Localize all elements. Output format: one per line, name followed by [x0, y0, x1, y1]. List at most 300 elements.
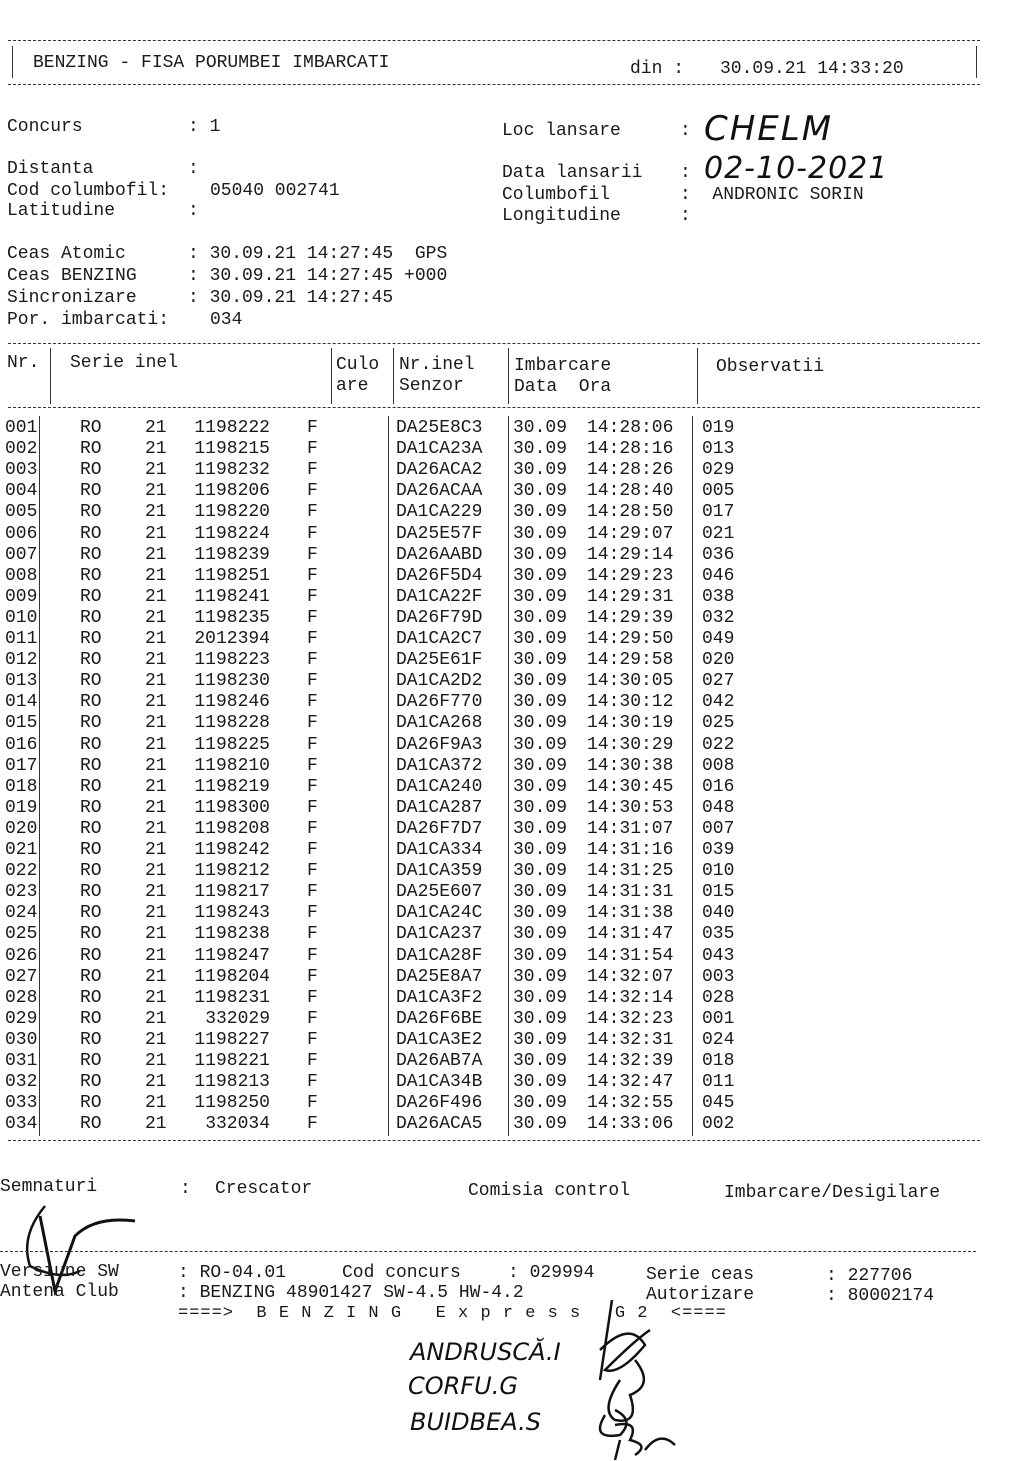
- cell-inel: 1198247: [194, 945, 270, 966]
- col-header-serie: Serie inel: [70, 353, 179, 373]
- cell-inel: 1198227: [194, 1029, 270, 1050]
- cell-sex: F: [307, 861, 318, 882]
- col-sep: [393, 348, 394, 404]
- cell-inel: 1198221: [194, 1051, 270, 1071]
- cell-ora: 14:31:16: [587, 840, 674, 860]
- cell-sex: F: [307, 1072, 318, 1093]
- cell-obs: 019: [702, 418, 735, 438]
- table-row: [0, 840, 1024, 861]
- cell-ora: 14:32:47: [587, 1072, 674, 1093]
- cell-inel: 1198235: [194, 607, 270, 628]
- cell-inel: 1198219: [194, 776, 270, 797]
- cell-tara: RO: [80, 418, 102, 438]
- cell-nr: 028: [5, 987, 38, 1008]
- cell-an: 21: [145, 1029, 167, 1050]
- cell-ora: 14:32:07: [587, 966, 674, 987]
- table-row: [0, 566, 1024, 587]
- cell-an: 21: [145, 523, 167, 544]
- semnaturi-sep: :: [180, 1179, 191, 1199]
- cell-data: 30.09: [513, 565, 568, 586]
- cell-ora: 14:29:31: [587, 586, 674, 607]
- cell-nr: 004: [5, 481, 38, 502]
- cell-obs: 046: [702, 565, 735, 586]
- cell-nr: 013: [5, 671, 38, 692]
- cell-nr: 019: [5, 797, 38, 818]
- cell-obs: 022: [702, 734, 735, 755]
- cell-data: 30.09: [513, 586, 568, 607]
- cell-ora: 14:29:07: [587, 523, 674, 544]
- cell-tara: RO: [80, 818, 102, 839]
- table-row: [0, 756, 1024, 777]
- cell-senzor: DA26ACAA: [396, 481, 483, 502]
- cell-nr: 031: [5, 1051, 38, 1071]
- cell-sex: F: [307, 1114, 318, 1135]
- table-row: [0, 1093, 1024, 1114]
- cell-sex: F: [307, 586, 318, 607]
- cell-inel: 1198231: [194, 987, 270, 1008]
- cell-an: 21: [145, 586, 167, 607]
- cell-tara: RO: [80, 1093, 102, 1114]
- cell-tara: RO: [80, 797, 102, 818]
- cell-ora: 14:32:23: [587, 1008, 674, 1029]
- cell-obs: 007: [702, 818, 735, 839]
- cell-senzor: DA1CA240: [396, 776, 483, 797]
- cell-data: 30.09: [513, 797, 568, 818]
- cell-inel: 1198300: [194, 797, 270, 818]
- cell-nr: 018: [5, 776, 38, 797]
- cell-sex: F: [307, 882, 318, 903]
- table-row: [0, 524, 1024, 545]
- cell-an: 21: [145, 671, 167, 692]
- cell-nr: 003: [5, 460, 38, 481]
- comisia-label: Comisia control: [468, 1181, 631, 1201]
- cell-inel: 1198224: [194, 523, 270, 544]
- latitudine-value: :: [188, 201, 199, 221]
- cell-an: 21: [145, 966, 167, 987]
- cell-data: 30.09: [513, 882, 568, 903]
- col-header-nrinel: Nr.inel: [399, 355, 475, 375]
- cell-nr: 015: [5, 713, 38, 734]
- cell-nr: 026: [5, 945, 38, 966]
- cell-ora: 14:32:31: [587, 1029, 674, 1050]
- cell-tara: RO: [80, 987, 102, 1008]
- cell-data: 30.09: [513, 481, 568, 502]
- table-row: [0, 882, 1024, 903]
- cell-obs: 045: [702, 1093, 735, 1114]
- cell-an: 21: [145, 460, 167, 481]
- cell-data: 30.09: [513, 607, 568, 628]
- table-bottom-border: [8, 1140, 980, 1141]
- cell-senzor: DA1CA34B: [396, 1072, 483, 1093]
- longitudine-value: :: [680, 206, 691, 226]
- cell-ora: 14:31:25: [587, 861, 674, 882]
- semnaturi-label: Semnaturi: [0, 1177, 98, 1197]
- loc-value: CHELM: [704, 109, 834, 149]
- cell-tara: RO: [80, 1072, 102, 1093]
- cell-tara: RO: [80, 713, 102, 734]
- cell-ora: 14:30:19: [587, 713, 674, 734]
- cell-senzor: DA26F770: [396, 692, 483, 713]
- concurs-value: : 1: [188, 117, 221, 137]
- cell-nr: 002: [5, 439, 38, 460]
- table-row: [0, 946, 1024, 967]
- cell-an: 21: [145, 861, 167, 882]
- cell-obs: 048: [702, 797, 735, 818]
- col-header-data-ora: Data Ora: [514, 377, 612, 397]
- cell-an: 21: [145, 945, 167, 966]
- cell-sex: F: [307, 502, 318, 523]
- cell-obs: 021: [702, 523, 735, 544]
- cell-obs: 025: [702, 713, 735, 734]
- cell-nr: 017: [5, 755, 38, 776]
- cell-data: 30.09: [513, 713, 568, 734]
- cell-sex: F: [307, 987, 318, 1008]
- cell-data: 30.09: [513, 460, 568, 481]
- cell-ora: 14:29:23: [587, 565, 674, 586]
- cell-sex: F: [307, 607, 318, 628]
- cell-senzor: DA26F496: [396, 1093, 483, 1114]
- cell-obs: 018: [702, 1051, 735, 1071]
- cell-nr: 014: [5, 692, 38, 713]
- cell-ora: 14:33:06: [587, 1114, 674, 1135]
- cell-ora: 14:29:50: [587, 629, 674, 649]
- cell-obs: 043: [702, 945, 735, 966]
- cell-ora: 14:29:39: [587, 607, 674, 628]
- cell-tara: RO: [80, 544, 102, 565]
- versiune-value: : RO-04.01: [178, 1263, 287, 1283]
- cell-obs: 035: [702, 924, 735, 945]
- cell-an: 21: [145, 692, 167, 713]
- cell-data: 30.09: [513, 544, 568, 565]
- cell-tara: RO: [80, 692, 102, 713]
- col-header-nr: Nr.: [7, 353, 40, 373]
- table-row: [0, 819, 1024, 840]
- cell-an: 21: [145, 1072, 167, 1093]
- cell-senzor: DA1CA3F2: [396, 987, 483, 1008]
- cell-nr: 021: [5, 840, 38, 860]
- table-row: [0, 460, 1024, 481]
- table-row: [0, 1072, 1024, 1093]
- por-imbarcati-label: Por. imbarcati:: [7, 310, 170, 330]
- cell-senzor: DA26AB7A: [396, 1051, 483, 1071]
- cell-sex: F: [307, 924, 318, 945]
- cell-nr: 020: [5, 818, 38, 839]
- cell-obs: 016: [702, 776, 735, 797]
- cell-an: 21: [145, 418, 167, 438]
- cell-obs: 042: [702, 692, 735, 713]
- cell-senzor: DA26F6BE: [396, 1008, 483, 1029]
- cell-data: 30.09: [513, 418, 568, 438]
- cell-obs: 011: [702, 1072, 735, 1093]
- cell-ora: 14:30:29: [587, 734, 674, 755]
- col-header-are: are: [336, 376, 369, 396]
- din-label: din :: [630, 59, 685, 79]
- cell-nr: 025: [5, 924, 38, 945]
- cell-ora: 14:32:14: [587, 987, 674, 1008]
- table-top-border: [8, 343, 980, 344]
- cell-tara: RO: [80, 945, 102, 966]
- page-title: BENZING - FISA PORUMBEI IMBARCATI: [33, 53, 390, 73]
- cell-obs: 003: [702, 966, 735, 987]
- antena-value: : BENZING 48901427 SW-4.5 HW-4.2: [178, 1283, 524, 1303]
- cell-an: 21: [145, 1114, 167, 1135]
- autorizare-label: Autorizare: [646, 1285, 755, 1305]
- cell-an: 21: [145, 987, 167, 1008]
- cell-tara: RO: [80, 1008, 102, 1029]
- cell-sex: F: [307, 1051, 318, 1071]
- cell-obs: 010: [702, 861, 735, 882]
- cell-sex: F: [307, 734, 318, 755]
- cell-obs: 015: [702, 882, 735, 903]
- versiune-label: Versiune SW: [0, 1262, 119, 1282]
- cell-sex: F: [307, 481, 318, 502]
- loc-label: Loc lansare: [502, 121, 621, 141]
- cell-obs: 008: [702, 755, 735, 776]
- cell-inel: 1198243: [194, 903, 270, 924]
- imbarcare-desigilare-label: Imbarcare/Desigilare: [724, 1183, 941, 1203]
- cell-nr: 034: [5, 1114, 38, 1135]
- cell-tara: RO: [80, 671, 102, 692]
- cell-data: 30.09: [513, 1051, 568, 1071]
- cell-sex: F: [307, 1029, 318, 1050]
- col-header-imbarcare: Imbarcare: [514, 356, 612, 376]
- cell-data: 30.09: [513, 1093, 568, 1114]
- cell-obs: 029: [702, 460, 735, 481]
- cell-ora: 14:30:12: [587, 692, 674, 713]
- cell-senzor: DA25E57F: [396, 523, 483, 544]
- cell-sex: F: [307, 776, 318, 797]
- handwritten-name-2: CORFU.G: [408, 1372, 518, 1400]
- cell-ora: 14:32:55: [587, 1093, 674, 1114]
- cell-tara: RO: [80, 924, 102, 945]
- cell-inel: 1198241: [194, 586, 270, 607]
- table-row: [0, 988, 1024, 1009]
- cell-obs: 001: [702, 1008, 735, 1029]
- cell-ora: 14:30:05: [587, 671, 674, 692]
- table-row: [0, 1051, 1024, 1072]
- cell-inel: 1198220: [194, 502, 270, 523]
- cell-sex: F: [307, 818, 318, 839]
- cell-ora: 14:28:06: [587, 418, 674, 438]
- cell-tara: RO: [80, 882, 102, 903]
- cell-tara: RO: [80, 840, 102, 860]
- cell-ora: 14:29:58: [587, 650, 674, 671]
- footer-divider: [0, 1251, 976, 1252]
- cell-senzor: DA1CA359: [396, 861, 483, 882]
- cell-ora: 14:31:38: [587, 903, 674, 924]
- cell-inel: 1198246: [194, 692, 270, 713]
- cell-obs: 017: [702, 502, 735, 523]
- cell-inel: 1198238: [194, 924, 270, 945]
- cell-tara: RO: [80, 439, 102, 460]
- cell-inel: 1198217: [194, 882, 270, 903]
- cell-an: 21: [145, 797, 167, 818]
- cell-nr: 006: [5, 523, 38, 544]
- cell-senzor: DA26F9A3: [396, 734, 483, 755]
- data-lansarii-label: Data lansarii: [502, 163, 643, 183]
- cell-senzor: DA1CA24C: [396, 903, 483, 924]
- cell-tara: RO: [80, 776, 102, 797]
- cell-inel: 1198212: [194, 861, 270, 882]
- table-row: [0, 650, 1024, 671]
- table-row: [0, 967, 1024, 988]
- cell-inel: 1198223: [194, 650, 270, 671]
- cell-data: 30.09: [513, 924, 568, 945]
- sincronizare-label: Sincronizare: [7, 288, 137, 308]
- cell-senzor: DA1CA334: [396, 840, 483, 860]
- cell-nr: 029: [5, 1008, 38, 1029]
- cell-an: 21: [145, 650, 167, 671]
- cell-nr: 027: [5, 966, 38, 987]
- cell-tara: RO: [80, 650, 102, 671]
- cell-inel: 1198210: [194, 755, 270, 776]
- cell-inel: 332029: [205, 1008, 270, 1029]
- table-row: [0, 545, 1024, 566]
- cell-senzor: DA1CA268: [396, 713, 483, 734]
- cell-ora: 14:30:45: [587, 776, 674, 797]
- concurs-label: Concurs: [7, 117, 83, 137]
- cell-tara: RO: [80, 607, 102, 628]
- cell-nr: 023: [5, 882, 38, 903]
- cell-senzor: DA26F79D: [396, 607, 483, 628]
- cell-sex: F: [307, 418, 318, 438]
- cell-an: 21: [145, 629, 167, 649]
- cell-an: 21: [145, 481, 167, 502]
- cell-senzor: DA25E61F: [396, 650, 483, 671]
- ceas-atomic-label: Ceas Atomic: [7, 244, 126, 264]
- table-row: [0, 671, 1024, 692]
- cell-nr: 011: [5, 629, 38, 649]
- cell-an: 21: [145, 776, 167, 797]
- cell-an: 21: [145, 544, 167, 565]
- cell-nr: 001: [5, 418, 38, 438]
- cell-senzor: DA26ACA2: [396, 460, 483, 481]
- col-header-senzor: Senzor: [399, 376, 464, 396]
- cell-obs: 038: [702, 586, 735, 607]
- cell-senzor: DA1CA237: [396, 924, 483, 945]
- table-row: [0, 418, 1024, 439]
- cell-nr: 012: [5, 650, 38, 671]
- table-row: [0, 1114, 1024, 1135]
- cell-inel: 1198206: [194, 481, 270, 502]
- cell-obs: 024: [702, 1029, 735, 1050]
- cell-obs: 005: [702, 481, 735, 502]
- latitudine-label: Latitudine: [7, 201, 116, 221]
- table-row: [0, 713, 1024, 734]
- cell-senzor: DA26F7D7: [396, 818, 483, 839]
- cell-senzor: DA1CA2D2: [396, 671, 483, 692]
- cell-nr: 016: [5, 734, 38, 755]
- cell-an: 21: [145, 903, 167, 924]
- cell-inel: 1198250: [194, 1093, 270, 1114]
- handwritten-name-3: BUIDBEA.S: [410, 1408, 541, 1436]
- table-row: [0, 798, 1024, 819]
- cell-data: 30.09: [513, 734, 568, 755]
- cell-ora: 14:29:14: [587, 544, 674, 565]
- cell-an: 21: [145, 818, 167, 839]
- cell-senzor: DA1CA3E2: [396, 1029, 483, 1050]
- cell-an: 21: [145, 1051, 167, 1071]
- cell-data: 30.09: [513, 903, 568, 924]
- cell-tara: RO: [80, 629, 102, 649]
- cell-inel: 1198232: [194, 460, 270, 481]
- cell-ora: 14:31:07: [587, 818, 674, 839]
- cell-an: 21: [145, 755, 167, 776]
- cell-sex: F: [307, 966, 318, 987]
- table-row: [0, 1030, 1024, 1051]
- sincronizare-value: : 30.09.21 14:27:45: [188, 288, 394, 308]
- cell-sex: F: [307, 903, 318, 924]
- cell-an: 21: [145, 1008, 167, 1029]
- cell-data: 30.09: [513, 650, 568, 671]
- cod-concurs-value: : 029994: [508, 1263, 595, 1283]
- table-row: [0, 502, 1024, 523]
- cell-tara: RO: [80, 523, 102, 544]
- cell-an: 21: [145, 882, 167, 903]
- cell-inel: 1198239: [194, 544, 270, 565]
- data-lansarii-value: 02-10-2021: [704, 151, 889, 186]
- cell-ora: 14:28:16: [587, 439, 674, 460]
- cell-sex: F: [307, 629, 318, 649]
- cell-obs: 027: [702, 671, 735, 692]
- cell-inel: 1198251: [194, 565, 270, 586]
- cell-senzor: DA1CA372: [396, 755, 483, 776]
- cod-concurs-label: Cod concurs: [342, 1263, 461, 1283]
- benzing-express-line: ====> B E N Z I N G E x p r e s s G 2 <====: [178, 1304, 727, 1323]
- cell-an: 21: [145, 607, 167, 628]
- cell-data: 30.09: [513, 987, 568, 1008]
- din-value: 30.09.21 14:33:20: [720, 59, 904, 79]
- cell-senzor: DA26F5D4: [396, 565, 483, 586]
- cell-data: 30.09: [513, 502, 568, 523]
- cell-ora: 14:32:39: [587, 1051, 674, 1071]
- columbofil-value: : ANDRONIC SORIN: [680, 185, 864, 205]
- cell-an: 21: [145, 1093, 167, 1114]
- cell-tara: RO: [80, 1029, 102, 1050]
- serie-ceas-value: : 227706: [826, 1266, 913, 1286]
- data-lansarii-sep: :: [680, 163, 691, 183]
- cell-tara: RO: [80, 586, 102, 607]
- cell-inel: 1198230: [194, 671, 270, 692]
- cell-sex: F: [307, 840, 318, 860]
- autorizare-value: : 80002174: [826, 1286, 935, 1306]
- table-row: [0, 629, 1024, 650]
- cell-tara: RO: [80, 861, 102, 882]
- cell-inel: 1198208: [194, 818, 270, 839]
- cell-inel: 1198225: [194, 734, 270, 755]
- cell-obs: 028: [702, 987, 735, 1008]
- cell-data: 30.09: [513, 671, 568, 692]
- cell-tara: RO: [80, 966, 102, 987]
- cell-ora: 14:31:47: [587, 924, 674, 945]
- cell-sex: F: [307, 565, 318, 586]
- cell-obs: 032: [702, 607, 735, 628]
- cell-inel: 2012394: [194, 629, 270, 649]
- signature-comisia: [560, 1300, 700, 1460]
- cell-an: 21: [145, 924, 167, 945]
- cell-tara: RO: [80, 1051, 102, 1071]
- table-row: [0, 481, 1024, 502]
- cell-tara: RO: [80, 460, 102, 481]
- col-sep: [50, 348, 51, 404]
- cell-sex: F: [307, 439, 318, 460]
- cell-obs: 036: [702, 544, 735, 565]
- col-sep: [697, 348, 698, 404]
- cell-senzor: DA1CA28F: [396, 945, 483, 966]
- col-sep: [331, 348, 332, 404]
- cell-nr: 033: [5, 1093, 38, 1114]
- cell-sex: F: [307, 797, 318, 818]
